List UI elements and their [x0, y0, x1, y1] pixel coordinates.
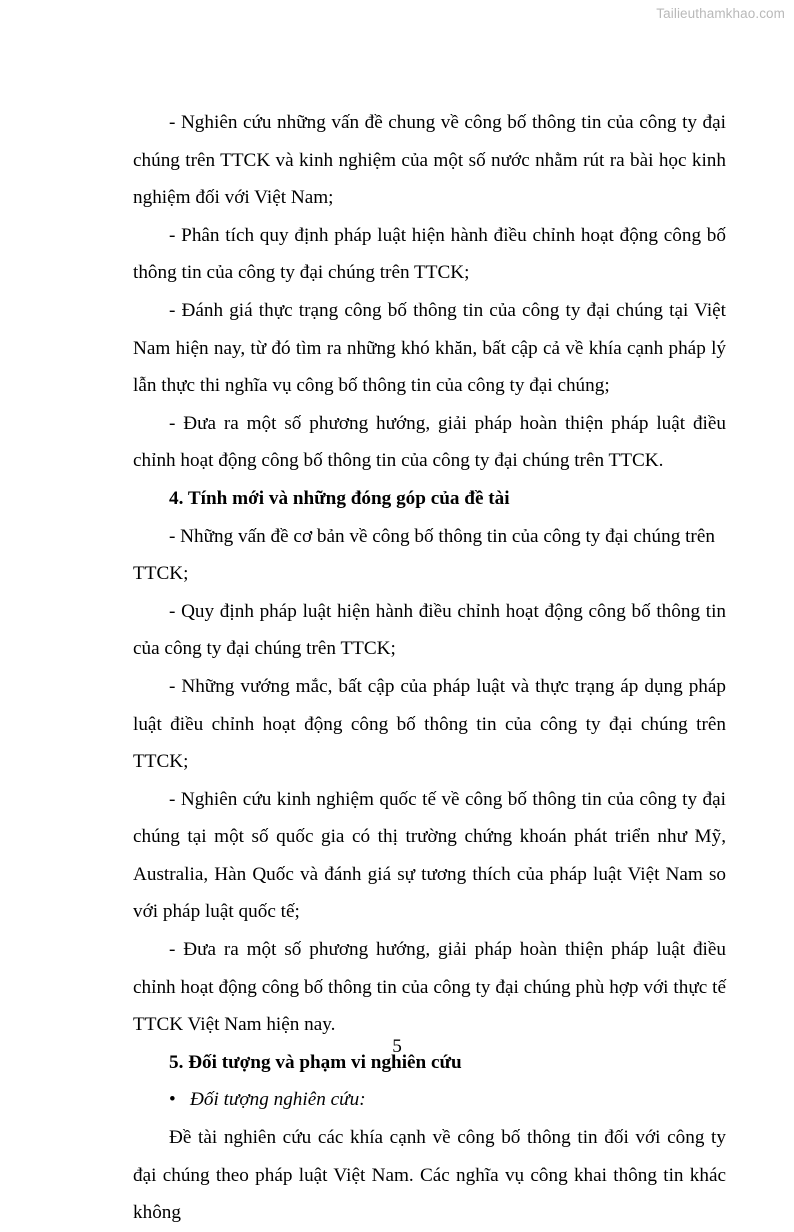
- bullet-item-research-subject: [133, 1081, 726, 1119]
- bullet-point-icon: •: [169, 1089, 176, 1111]
- paragraph-contribution-item-4: - Nghiên cứu kinh nghiệm quốc tế về công bố thông tin của công ty đại chúng tại một số quốc gia có thị trường chứng khoán phát triển như Mỹ, Australia, Hàn Quốc và đánh giá sự tương thích của pháp luật Việt Nam so với pháp luật quốc tế;: [133, 788, 726, 923]
- document-body: [133, 104, 726, 1232]
- section-heading-4: 4. Tính mới và những đóng góp của đề tài: [169, 487, 510, 509]
- paragraph-contribution-item-3: - Những vướng mắc, bất cập của pháp luật và thực trạng áp dụng pháp luật điều chỉnh hoạt động công bố thông tin của công ty đại chúng trên TTCK;: [133, 675, 726, 773]
- paragraph-contribution-item-5: - Đưa ra một số phương hướng, giải pháp hoàn thiện pháp luật điều chỉnh hoạt động công bố thông tin của công ty đại chúng phù hợp với thực tế TTCK Việt Nam hiện nay.: [133, 939, 726, 1036]
- page-number: 5: [392, 1036, 402, 1057]
- paragraph-contribution-item-2: - Quy định pháp luật hiện hành điều chỉnh hoạt động công bố thông tin của công ty đại chúng trên TTCK;: [133, 600, 726, 660]
- paragraph-scope-item-4: - Đưa ra một số phương hướng, giải pháp hoàn thiện pháp luật điều chỉnh hoạt động công bố thông tin của công ty đại chúng trên TTCK.: [133, 412, 726, 472]
- bullet-item-label: Đối tượng nghiên cứu:: [190, 1089, 366, 1111]
- paragraph-research-subject-body: Đề tài nghiên cứu các khía cạnh về công bố thông tin đối với công ty đại chúng theo pháp luật Việt Nam. Các nghĩa vụ công khai thông tin khác không: [133, 1127, 726, 1224]
- paragraph-contribution-item-1: - Những vấn đề cơ bản về công bố thông tin của công ty đại chúng trên TTCK;: [133, 525, 715, 585]
- section-heading-5: 5. Đối tượng và phạm vi nghiên cứu: [169, 1051, 462, 1073]
- paragraph-scope-item-2: - Phân tích quy định pháp luật hiện hành điều chỉnh hoạt động công bố thông tin của công ty đại chúng trên TTCK;: [133, 224, 726, 284]
- paragraph-scope-item-1: - Nghiên cứu những vấn đề chung về công bố thông tin của công ty đại chúng trên TTCK và kinh nghiệm của một số nước nhằm rút ra bài học kinh nghiệm đối với Việt Nam;: [133, 112, 726, 209]
- site-watermark: Tailieuthamkhao.com: [656, 6, 785, 21]
- paragraph-scope-item-3: - Đánh giá thực trạng công bố thông tin của công ty đại chúng tại Việt Nam hiện nay, từ đó tìm ra những khó khăn, bất cập cả về khía cạnh pháp lý lẫn thực thi nghĩa vụ công bố thông tin của công ty đại chúng;: [133, 299, 726, 397]
